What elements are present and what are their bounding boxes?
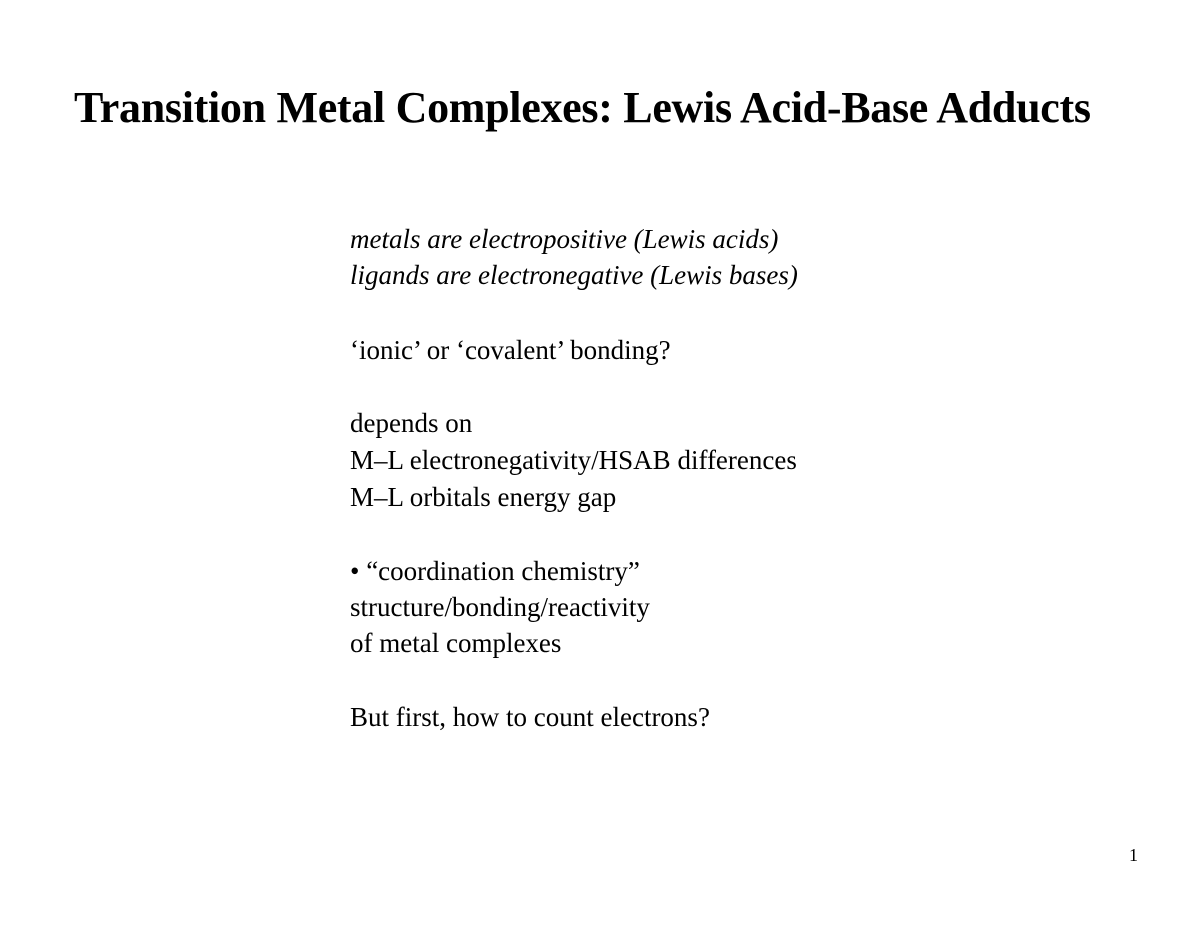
- body-line-energy-gap: M–L orbitals energy gap: [350, 482, 617, 512]
- page-number: 1: [1129, 845, 1138, 865]
- body-line-ligands: ligands are electronegative (Lewis bases): [350, 260, 798, 290]
- body-line-structure: structure/bonding/reactivity: [350, 592, 650, 622]
- body-line-electronegativity: M–L electronegativity/HSAB differences: [350, 445, 797, 475]
- body-line-coordination-chemistry: • “coordination chemistry”: [350, 556, 640, 586]
- body-line-depends-on: depends on: [350, 408, 473, 438]
- body-line-count-electrons: But first, how to count electrons?: [350, 702, 710, 732]
- slide-title: Transition Metal Complexes: Lewis Acid-Base Adducts: [74, 83, 1091, 132]
- body-line-metals: metals are electropositive (Lewis acids): [350, 224, 779, 254]
- body-line-bonding-question: ‘ionic’ or ‘covalent’ bonding?: [350, 335, 671, 365]
- body-line-metal-complexes: of metal complexes: [350, 628, 562, 658]
